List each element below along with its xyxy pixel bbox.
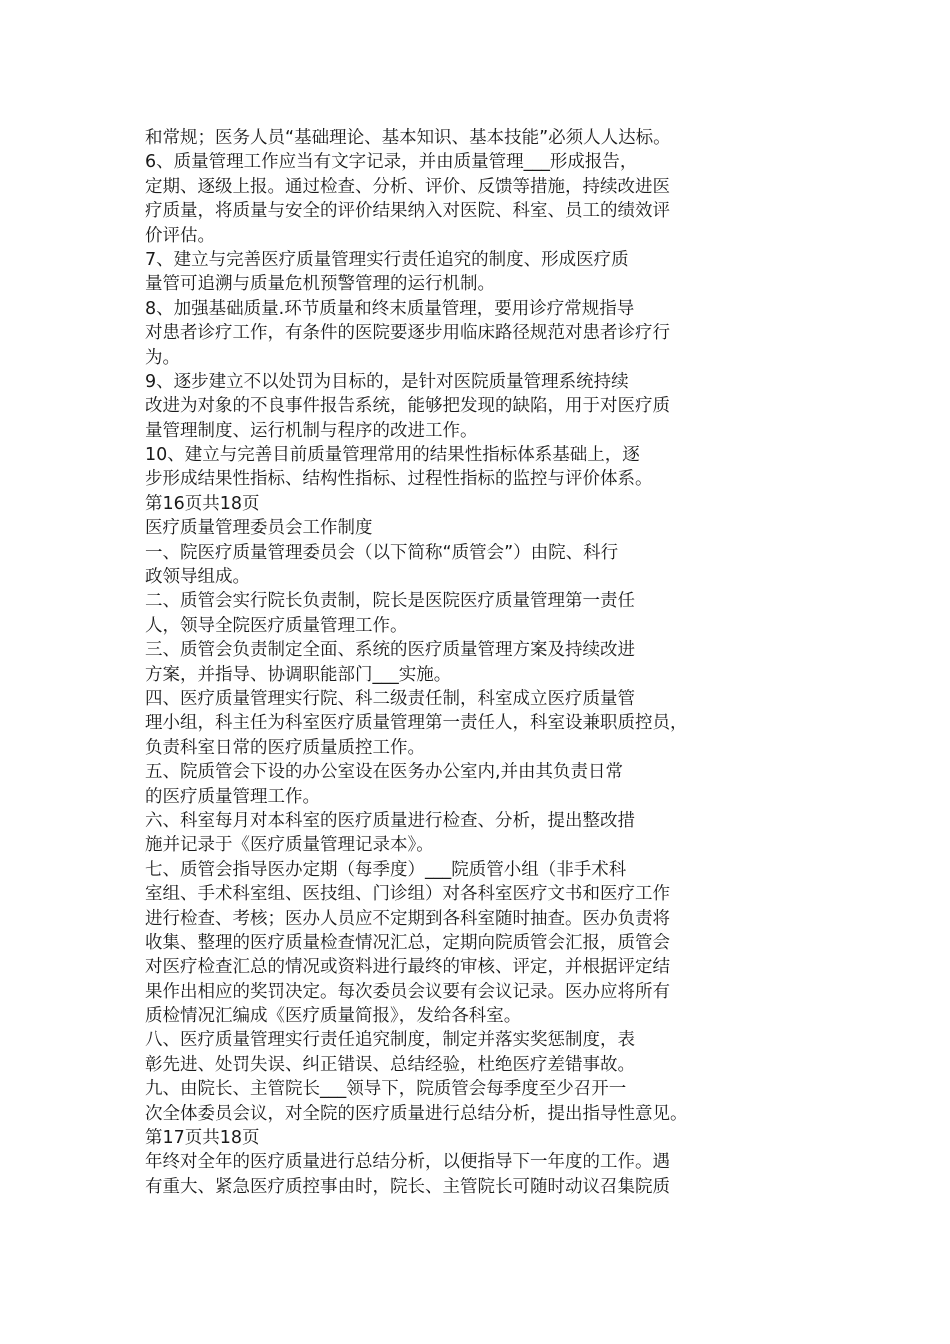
text-line: 有重大、紧急医疗质控事由时，院长、主管院长可随时动议召集院质 <box>145 1176 670 1197</box>
text-line: 的医疗质量管理工作。 <box>145 786 320 807</box>
text-line: 八、医疗质量管理实行责任追究制度，制定并落实奖惩制度，表 <box>145 1030 635 1051</box>
text-line: 步形成结果性指标、结构性指标、过程性指标的监控与评价体系。 <box>145 469 653 490</box>
text-line: 四、医疗质量管理实行院、科二级责任制，科室成立医疗质量管 <box>145 688 635 709</box>
text-line: 质检情况汇编成《医疗质量简报》，发给各科室。 <box>145 1006 522 1027</box>
text-line: 第16页共18页 <box>145 493 260 514</box>
text-line: 疗质量，将质量与安全的评价结果纳入对医院、科室、员工的绩效评 <box>145 201 670 222</box>
text-line: 收集、整理的医疗质量检查情况汇总，定期向院质管会汇报，质管会 <box>145 932 670 953</box>
text-line: 三、质管会负责制定全面、系统的医疗质量管理方案及持续改进 <box>145 640 635 661</box>
text-line: 定期、逐级上报。通过检查、分析、评价、反馈等措施，持续改进医 <box>145 176 670 197</box>
text-line: 为。 <box>145 347 180 368</box>
text-line: 七、质管会指导医办定期（每季度）___院质管小组（非手术科 <box>145 859 627 880</box>
text-line: 10、建立与完善目前质量管理常用的结果性指标体系基础上，逐 <box>145 445 640 466</box>
text-line: 价评估。 <box>145 225 215 246</box>
text-line: 一、院医疗质量管理委员会（以下简称“质管会”）由院、科行 <box>145 542 619 563</box>
text-line: 第17页共18页 <box>145 1128 260 1149</box>
text-line: 人，领导全院医疗质量管理工作。 <box>145 615 408 636</box>
text-line: 9、逐步建立不以处罚为目标的，是针对医院质量管理系统持续 <box>145 371 629 392</box>
text-line: 六、科室每月对本科室的医疗质量进行检查、分析，提出整改措 <box>145 810 635 831</box>
text-line: 理小组，科主任为科室医疗质量管理第一责任人，科室设兼职质控员， <box>145 713 688 734</box>
text-line: 量管理制度、运行机制与程序的改进工作。 <box>145 420 478 441</box>
text-line: 九、由院长、主管院长___领导下，院质管会每季度至少召开一 <box>145 1079 627 1100</box>
text-line: 和常规；医务人员“基础理论、基本知识、基本技能”必须人人达标。 <box>145 128 671 148</box>
text-line: 量管可追溯与质量危机预警管理的运行机制。 <box>145 274 495 295</box>
text-line: 方案，并指导、协调职能部门___实施。 <box>145 664 452 685</box>
text-line: 8、加强基础质量.环节质量和终末质量管理，要用诊疗常规指导 <box>145 298 635 319</box>
text-line: 果作出相应的奖罚决定。每次委员会议要有会议记录。医办应将所有 <box>145 981 670 1002</box>
text-line: 6、质量管理工作应当有文字记录，并由质量管理___形成报告， <box>145 152 638 173</box>
text-line: 室组、手术科室组、医技组、门诊组）对各科室医疗文书和医疗工作 <box>145 884 670 905</box>
text-line: 五、院质管会下设的办公室设在医务办公室内,并由其负责日常 <box>145 762 624 783</box>
text-line: 改进为对象的不良事件报告系统，能够把发现的缺陷，用于对医疗质 <box>145 396 670 417</box>
text-line: 年终对全年的医疗质量进行总结分析，以便指导下一年度的工作。遇 <box>145 1152 670 1173</box>
text-line: 7、建立与完善医疗质量管理实行责任追究的制度、形成医疗质 <box>145 249 629 270</box>
text-line: 对患者诊疗工作，有条件的医院要逐步用临床路径规范对患者诊疗行 <box>145 323 670 344</box>
text-line: 负责科室日常的医疗质量质控工作。 <box>145 737 425 758</box>
text-line: 政领导组成。 <box>145 567 250 588</box>
text-line: 次全体委员会议，对全院的医疗质量进行总结分析，提出指导性意见。 <box>145 1103 688 1124</box>
text-line: 对医疗检查汇总的情况或资料进行最终的审核、评定，并根据评定结 <box>145 957 670 978</box>
text-line: 医疗质量管理委员会工作制度 <box>145 518 373 539</box>
text-line: 进行检查、考核；医办人员应不定期到各科室随时抽查。医办负责将 <box>145 908 670 929</box>
text-line: 施并记录于《医疗质量管理记录本》。 <box>145 835 434 856</box>
text-line: 彰先进、处罚失误、纠正错误、总结经验，杜绝医疗差错事故。 <box>145 1054 635 1075</box>
document-body <box>145 126 745 1199</box>
text-line: 二、质管会实行院长负责制，院长是医院医疗质量管理第一责任 <box>145 591 635 612</box>
